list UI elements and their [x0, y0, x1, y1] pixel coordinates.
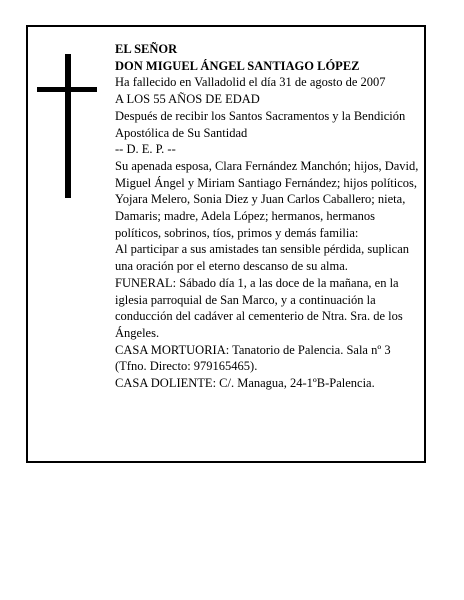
cross-vertical-bar: [65, 54, 71, 198]
obituary-notice: [26, 25, 426, 463]
sacraments-line: Después de recibir los Santos Sacramentos y la Bendición Apostólica de Su Santidad: [115, 108, 406, 140]
cross-icon: [37, 54, 97, 199]
deceased-name: DON MIGUEL ÁNGEL SANTIAGO LÓPEZ: [115, 58, 360, 73]
home-paragraph: CASA DOLIENTE: C/. Managua, 24-1ºB-Palencia.: [115, 376, 375, 391]
family-paragraph: Su apenada esposa, Clara Fernández Manchón; hijos, David, Miguel Ángel y Miriam Santiago Fernández; hijos políticos, Yojara Melero, Sonia Diez y Juan Carlos Caballero; nieta, Damaris; madre, Adela López; hermanos, hermanos políticos, sobrinos, tíos, primos y demás familia:: [115, 158, 419, 240]
title-line: EL SEÑOR: [115, 42, 178, 56]
cross-horizontal-bar: [37, 87, 97, 92]
request-paragraph: Al participar a sus amistades tan sensible pérdida, suplican una oración por el eterno descanso de su alma.: [115, 242, 410, 274]
mortuary-paragraph: CASA MORTUORIA: Tanatorio de Palencia. Sala nº 3 (Tfno. Directo: 979165465).: [115, 342, 391, 374]
dep-line: -- D. E. P. --: [115, 142, 176, 157]
death-line: Ha fallecido en Valladolid el día 31 de agosto de 2007: [115, 75, 386, 90]
obituary-text: [115, 41, 421, 392]
funeral-paragraph: FUNERAL: Sábado día 1, a las doce de la mañana, en la iglesia parroquial de San Marco, y a continuación la conducción del cadáver al cementerio de Ntra. Sra. de los Ángeles.: [115, 275, 403, 340]
age-line: A LOS 55 AÑOS DE EDAD: [115, 92, 260, 107]
